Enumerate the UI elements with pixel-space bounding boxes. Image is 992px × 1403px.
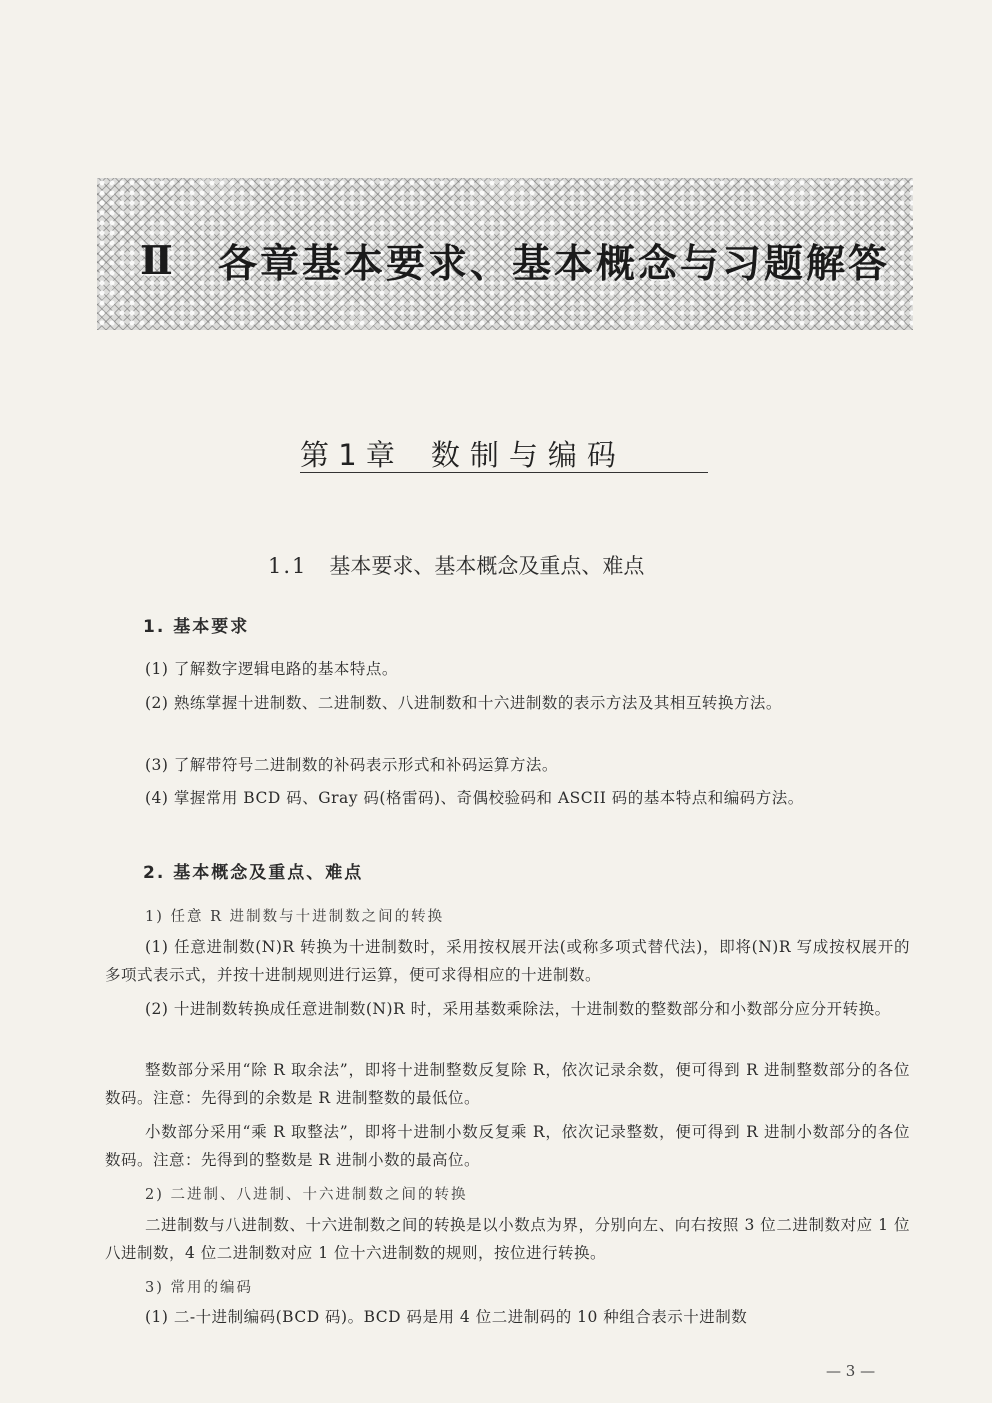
subheading-r-base-conversion: 1) 任意 R 进制数与十进制数之间的转换 [145, 909, 445, 925]
chapter-number: 第 1 章 [300, 438, 395, 472]
part-banner-title [140, 235, 900, 287]
heading-basic-requirements: 1. 基本要求 [143, 617, 250, 637]
req-item-2: (2) 熟练掌握十进制数、二进制数、八进制数和十六进制数的表示方法及其相互转换方法。 [145, 694, 782, 712]
chapter-name: 数制与编码 [430, 438, 626, 472]
req-item-4: (4) 掌握常用 BCD 码、Gray 码(格雷码)、奇偶校验码和 ASCII 码的基本特点和编码方法。 [145, 789, 804, 807]
section-name: 基本要求、基本概念及重点、难点 [329, 554, 645, 578]
heading-basic-concepts: 2. 基本概念及重点、难点 [143, 863, 364, 883]
part-roman-numeral: Ⅱ [140, 238, 176, 284]
part-title: 各章基本要求、基本概念与习题解答 [218, 242, 891, 287]
paragraph-fraction-part: 小数部分采用“乘 R 取整法”，即将十进制小数反复乘 R，依次记录整数，便可得到 R 进制小数部分的各位数码。注意：先得到的整数是 R 进制小数的最高位。 [105, 1123, 910, 1169]
paragraph-binary-octal-hex: 二进制数与八进制数、十六进制数之间的转换是以小数点为界，分别向左、向右按照 3 位二进制数对应 1 位八进制数，4 位二进制数对应 1 位十六进制数的规则，按位进行转换。 [105, 1216, 910, 1262]
paragraph-integer-part: 整数部分采用“除 R 取余法”，即将十进制整数反复除 R，依次记录余数，便可得到 R 进制整数部分的各位数码。注意：先得到的余数是 R 进制整数的最低位。 [105, 1061, 910, 1107]
subheading-common-codes: 3) 常用的编码 [145, 1280, 253, 1296]
chapter-underline [300, 472, 708, 473]
paragraph-bcd: (1) 二-十进制编码(BCD 码)。BCD 码是用 4 位二进制码的 10 种组合表示十进制数 [145, 1308, 748, 1326]
paragraph-radix-multiply-divide: (2) 十进制数转换成任意进制数(N)R 时，采用基数乘除法，十进制数的整数部分和小数部分应分开转换。 [145, 1000, 891, 1018]
paragraph-weighted-expansion: (1) 任意进制数(N)R 转换为十进制数时，采用按权展开法(或称多项式替代法)，即将(N)R 写成按权展开的多项式表示式，并按十进制规则进行运算，便可求得相应的十进制数。 [105, 938, 910, 984]
req-item-1: (1) 了解数字逻辑电路的基本特点。 [145, 660, 398, 678]
subheading-binary-octal-hex: 2) 二进制、八进制、十六进制数之间的转换 [145, 1187, 468, 1203]
chapter-title [300, 433, 710, 473]
req-item-3: (3) 了解带符号二进制数的补码表示形式和补码运算方法。 [145, 756, 558, 774]
section-number: 1.1 [268, 554, 308, 578]
section-title [268, 550, 828, 580]
page-number: — 3 — [826, 1362, 876, 1380]
